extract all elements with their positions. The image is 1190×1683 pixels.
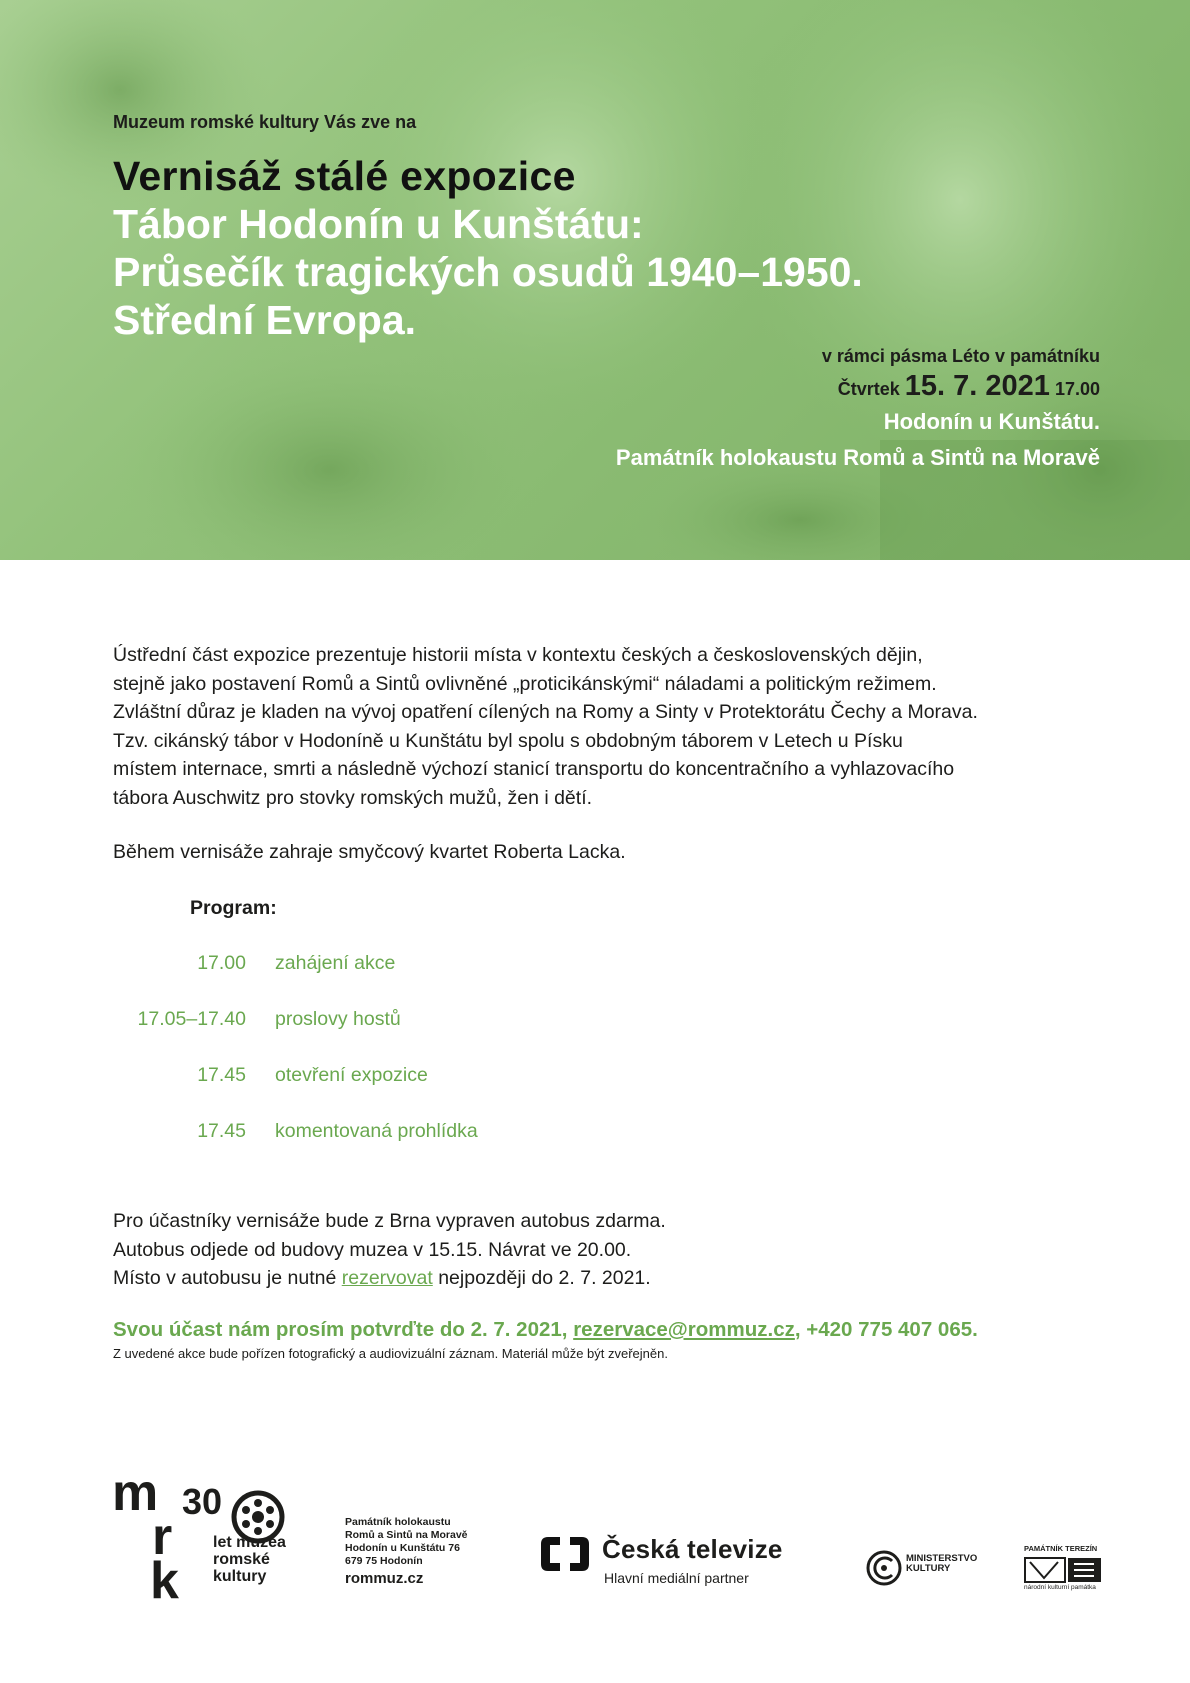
- terezin-subtitle: národní kulturní památka: [1024, 1584, 1096, 1591]
- address-line: Romů a Sintů na Moravě: [345, 1529, 468, 1541]
- logo-letter-r: r: [152, 1508, 173, 1566]
- description-line: Zvláštní důraz je kladen na vývoj opatření cílených na Romy a Sinty v Protektorátu Čechy a Morava.: [113, 701, 978, 723]
- logo-caption-line: romské: [213, 1551, 270, 1568]
- exhibition-title-line: Průsečík tragických osudů 1940–1950.: [113, 249, 863, 295]
- ministry-name: [906, 1554, 977, 1574]
- bus-info: [113, 1207, 666, 1293]
- exhibition-title-line: Tábor Hodonín u Kunštátu:: [113, 201, 644, 247]
- program-label: proslovy hostů: [275, 1008, 401, 1030]
- phone-text: , +420 775 407 065.: [794, 1318, 978, 1341]
- program-time: 17.45: [197, 1120, 246, 1142]
- program-time: 17.05–17.40: [137, 1008, 246, 1030]
- bus-line: [113, 1264, 666, 1293]
- logo-letter-m: m: [112, 1464, 159, 1522]
- bus-text: Místo v autobusu je nutné: [113, 1267, 342, 1289]
- reserve-link[interactable]: rezervovat: [341, 1267, 433, 1289]
- event-details: [616, 341, 1100, 476]
- program-time: 17.45: [197, 1064, 246, 1086]
- ministry-line: KULTURY: [906, 1563, 951, 1574]
- address-line: Památník holokaustu: [345, 1516, 451, 1528]
- invitation-line: Muzeum romské kultury Vás zve na: [113, 112, 417, 132]
- event-datetime: [616, 371, 1100, 404]
- description-line: Ústřední část expozice prezentuje historii místa v kontextu českých a československých dějin,: [113, 644, 923, 666]
- program-time: 17.00: [197, 952, 246, 974]
- confirm-text: Svou účast nám prosím potvrďte do 2. 7. 2021,: [113, 1318, 574, 1341]
- logo-caption-line: kultury: [213, 1568, 267, 1585]
- description-line: Tzv. cikánský tábor v Hodoníně u Kunštátu byl spolu s obdobným táborem v Letech u Písku: [113, 729, 903, 752]
- event-venue: Památník holokaustu Romů a Sintů na Moravě: [615, 445, 1100, 470]
- ct-partner-label: Hlavní mediální partner: [604, 1570, 749, 1586]
- program-item: [113, 1008, 713, 1036]
- logo-letter-k: k: [150, 1552, 179, 1602]
- event-title: Vernisáž stálé expozice: [113, 153, 576, 199]
- terezin-title: PAMÁTNÍK TEREZÍN: [1024, 1544, 1098, 1553]
- description: [113, 641, 1053, 812]
- event-date: 15. 7. 2021: [904, 370, 1050, 402]
- program-label: zahájení akce: [275, 952, 396, 974]
- exhibition-title-line: Střední Evropa.: [113, 297, 417, 343]
- quartet-note: Během vernisáže zahraje smyčcový kvartet Roberta Lacka.: [113, 841, 626, 863]
- confirmation-line: [113, 1318, 978, 1342]
- ministry-logo-icon: [866, 1550, 902, 1591]
- address-line: Hodonín u Kunštátu 76: [345, 1542, 460, 1554]
- event-place: Hodonín u Kunštátu.: [883, 409, 1100, 434]
- program-item: [113, 1120, 713, 1148]
- program-label: komentovaná prohlídka: [275, 1120, 478, 1142]
- event-time: 17.00: [1054, 379, 1100, 399]
- event-day: Čtvrtek: [837, 379, 900, 399]
- hero-banner: [0, 0, 1190, 560]
- address: [345, 1516, 468, 1568]
- description-line: místem internace, smrti a následně výchozí stanicí transportu do koncentračního a vyhlazovacího: [113, 758, 955, 780]
- ct-name: Česká televize: [602, 1534, 783, 1564]
- recording-notice: Z uvedené akce bude pořízen fotografický a audiovizuální záznam. Materiál může být zveřejněn.: [113, 1346, 668, 1361]
- logo-caption-line: let muzea: [213, 1534, 286, 1551]
- series-name: v rámci pásma Léto v památníku: [821, 346, 1100, 366]
- logo-caption: [213, 1534, 286, 1585]
- ceska-televize-logo-icon: [538, 1534, 594, 1579]
- program-label: otevření expozice: [275, 1064, 428, 1086]
- bus-text: nejpozději do 2. 7. 2021.: [432, 1267, 651, 1289]
- logo-number: 30: [182, 1481, 223, 1522]
- bus-line: Pro účastníky vernisáže bude z Brna vypraven autobus zdarma.: [113, 1210, 666, 1232]
- address-line: 679 75 Hodonín: [345, 1555, 423, 1567]
- website-link[interactable]: rommuz.cz: [345, 1570, 424, 1587]
- program-heading: Program:: [190, 897, 277, 919]
- ministry-line: MINISTERSTVO: [906, 1553, 978, 1564]
- email-link[interactable]: rezervace@rommuz.cz: [573, 1318, 795, 1341]
- footer: [0, 1450, 1190, 1630]
- exhibition-title: [113, 200, 863, 344]
- program-item: [113, 1064, 713, 1092]
- bus-line: Autobus odjede od budovy muzea v 15.15. Návrat ve 20.00.: [113, 1238, 632, 1261]
- description-line: tábora Auschwitz pro stovky romských mužů, žen i dětí.: [113, 786, 593, 809]
- description-line: stejně jako postavení Romů a Sintů ovlivněné „proticikánskými“ náladami a politickým režimem.: [113, 672, 937, 695]
- program-item: [113, 952, 713, 980]
